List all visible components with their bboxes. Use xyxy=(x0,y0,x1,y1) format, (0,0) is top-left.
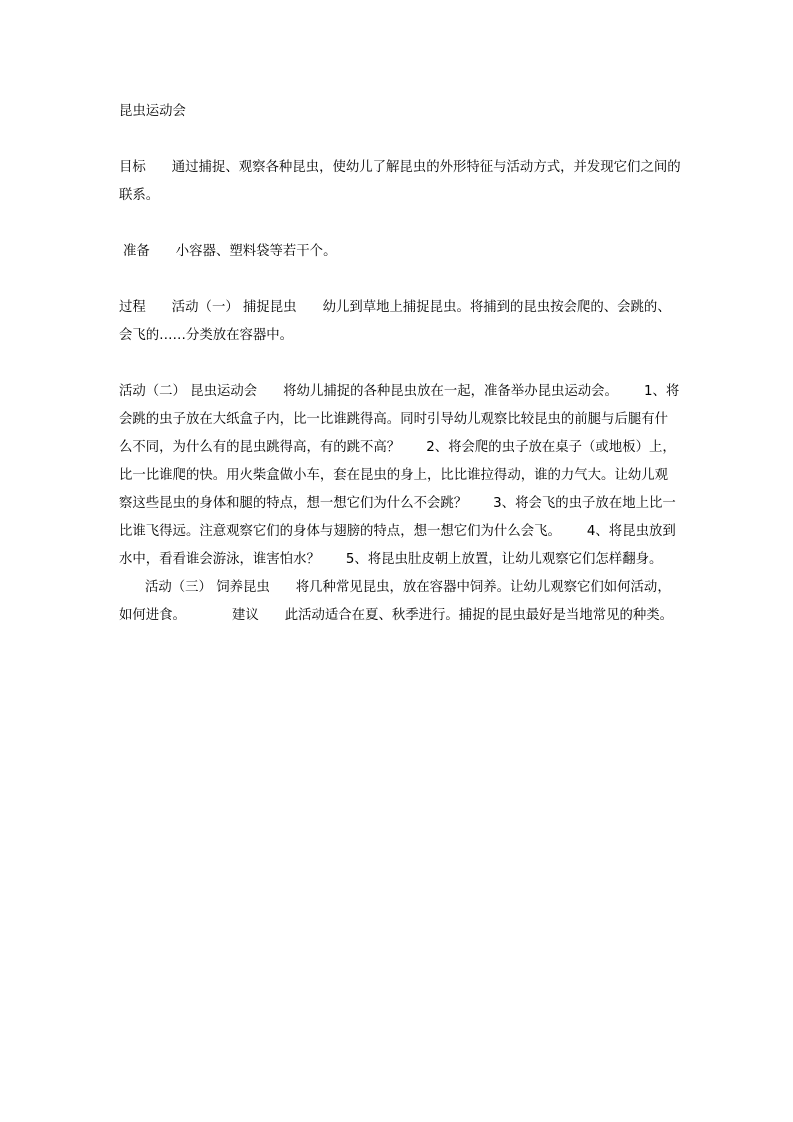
suggestion-text: 此活动适合在夏、秋季进行。捕捉的昆虫最好是当地常见的种类。 xyxy=(284,608,674,623)
goal-text: 通过捕捉、观察各种昆虫，使幼儿了解昆虫的外形特征与活动方式，并发现它们之间的联系。 xyxy=(119,160,681,203)
document-body xyxy=(119,98,681,630)
preparation-text: 小容器、塑料袋等若干个。 xyxy=(175,244,337,259)
document-title: 昆虫运动会 xyxy=(119,104,186,119)
suggestion-label: 建议 xyxy=(231,608,259,623)
process-label: 过程 xyxy=(119,300,146,315)
preparation-label: 准备 xyxy=(123,244,150,259)
activity3-heading: 活动（三） 饲养昆虫 xyxy=(145,580,270,595)
goal-label: 目标 xyxy=(119,160,146,175)
preparation-paragraph xyxy=(119,238,681,266)
goal-paragraph xyxy=(119,154,681,210)
activity3-text: 将几种常见昆虫，放在容器中饲养。让幼儿观察它们如何活动，如何进食。 xyxy=(119,580,671,623)
activity2-paragraph xyxy=(119,378,681,630)
activity2-step5: 5、将昆虫肚皮朝上放置，让幼儿观察它们怎样翻身。 xyxy=(345,552,663,567)
activity2-step1: 1、将会跳的虫子放在大纸盒子内，比一比谁跳得高。同时引导幼儿观察比较昆虫的前腿与后腿有什么不同，为什么有的昆虫跳得高，有的跳不高？ xyxy=(119,384,680,455)
process-paragraph xyxy=(119,294,681,350)
activity2-heading: 活动（二） 昆虫运动会 xyxy=(119,384,258,399)
activity2-step2: 2、将会爬的虫子放在桌子（或地板）上，比一比谁爬的快。用火柴盒做小车，套在昆虫的身上，比比谁拉得动，谁的力气大。让幼儿观察这些昆虫的身体和腿的特点，想一想它们为什么不会跳？ xyxy=(119,440,676,511)
activity1-text: 幼儿到草地上捕捉昆虫。将捕到的昆虫按会爬的、会跳的、会飞的……分类放在容器中。 xyxy=(119,300,671,343)
activity2-step3: 3、将会飞的虫子放在地上比一比谁飞得远。注意观察它们的身体与翅膀的特点，想一想它们为什么会飞。 xyxy=(119,496,676,539)
activity1-heading: 活动（一） 捕捉昆虫 xyxy=(171,300,297,315)
activity2-step4: 4、将昆虫放到水中，看看谁会游泳，谁害怕水？ xyxy=(119,524,676,567)
activity2-intro: 将幼儿捕捉的各种昆虫放在一起，准备举办昆虫运动会。 xyxy=(283,384,618,399)
